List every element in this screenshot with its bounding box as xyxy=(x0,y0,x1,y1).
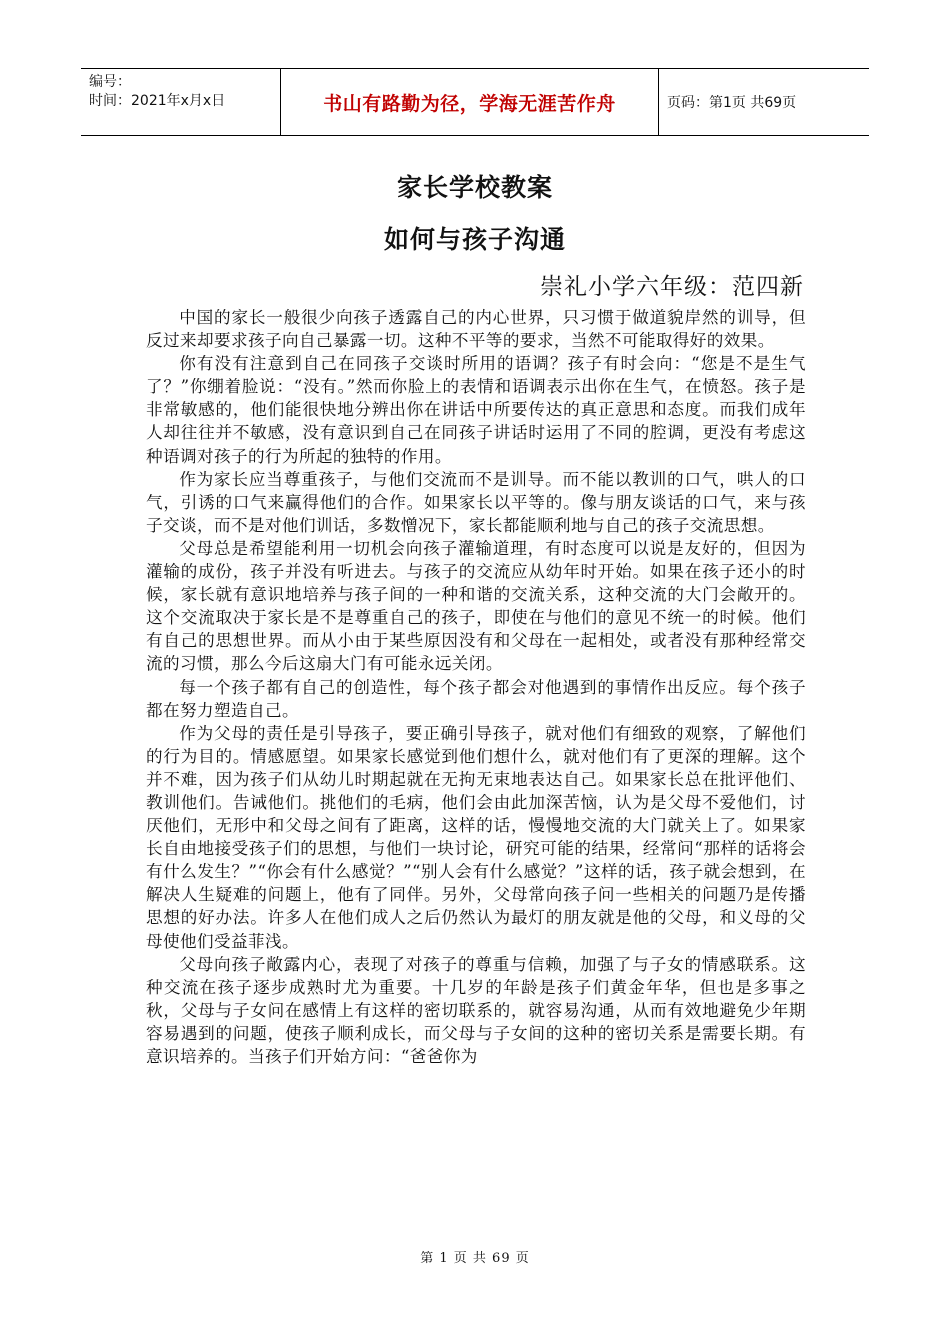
body-paragraph: 作为父母的责任是引导孩子，要正确引导孩子，就对他们有细致的观察，了解他们的行为目的。情感愿望。如果家长感觉到他们想什么，就对他们有了更深的理解。这个并不难，因为孩子们从幼儿时期起就在无拘无束地表达自己。如果家长总在批评他们、教训他们。告诫他们。挑他们的毛病，他们会由此加深苦恼，认为是父母不爱他们，讨厌他们，无形中和父母之间有了距离，这样的话，慢慢地交流的大门就关上了。如果家长自由地接受孩子们的思想，与他们一块讨论，研究可能的结果，经常问“那样的话将会有什么发生？”“你会有什么感觉？”“别人会有什么感觉？”这样的话，孩子就会想到，在解决人生疑难的问题上，他有了同伴。另外，父母常向孩子问一些相关的问题乃是传播思想的好办法。许多人在他们成人之后仍然认为最灯的朋友就是他的父母，和义母的父母使他们受益菲浅。 xyxy=(146,723,806,951)
document-title: 家长学校教案 xyxy=(396,173,553,202)
body-paragraph: 每一个孩子都有自己的创造性，每个孩子都会对他遇到的事情作出反应。每个孩子都在努力塑造自己。 xyxy=(146,677,806,720)
document-subtitle: 如何与孩子沟通 xyxy=(383,225,566,254)
header-page-info: 页码：第1页 共69页 xyxy=(667,95,797,111)
body-paragraph: 你有没有注意到自己在同孩子交谈时所用的语调？孩子有时会向：“您是不是生气了？”你绷着脸说：“没有。”然而你脸上的表情和语调表示出你在生气，在愤怒。孩子是非常敏感的，他们能很快地分辨出你在讲话中所要传达的真正意思和态度。而我们成年人却往往并不敏感，没有意识到自己在同孩子讲话时运用了不同的腔调，更没有考虑这种语调对孩子的行为所起的独特的作用。 xyxy=(146,354,806,466)
body-paragraph: 中国的家长一般很少向孩子透露自己的内心世界，只习惯于做道貌岸然的训导，但反过来却要求孩子向自己暴露一切。这种不平等的要求，当然不可能取得好的效果。 xyxy=(146,308,806,351)
body-paragraph: 作为家长应当尊重孩子，与他们交流而不是训导。而不能以教训的口气，哄人的口气，引诱的口气来赢得他们的合作。如果家长以平等的。像与朋友谈话的口气，来与孩子交谈，而不是对他们训话，多数憎况下，家长都能顺利地与自己的孩子交流思想。 xyxy=(146,469,806,535)
body-paragraph: 父母向孩子敞露内心，表现了对孩子的尊重与信赖，加强了与子女的情感联系。这种交流在孩子逐步成熟时尤为重要。十几岁的年龄是孩子们黄金年华，但也是多事之秋，父母与子女问在感情上有这样的密切联系的，就容易沟通，从而有效地避免少年期容易遇到的问题，使孩子顺利成长，而父母与子女间的这种的密切关系是需要长期。有意识培养的。当孩子们开始方问：“爸爸你为 xyxy=(146,954,806,1066)
header-motto: 书山有路勤为径，学海无涯苦作舟 xyxy=(281,69,659,135)
document-number-label: 编号： xyxy=(89,74,131,90)
document-body xyxy=(146,306,806,1068)
document-author: 崇礼小学六年级：范四新 xyxy=(540,274,804,300)
page-footer: 第 1 页 共 69 页 xyxy=(420,1251,530,1266)
page-header xyxy=(81,68,869,136)
header-meta xyxy=(81,69,281,135)
document-time-label: 时间：2021年x月x日 xyxy=(89,93,226,109)
body-paragraph: 父母总是希望能利用一切机会向孩子灌输道理，有时态度可以说是友好的，但因为灌输的成份，孩子并没有听进去。与孩子的交流应从幼年时开始。如果在孩子还小的时候，家长就有意识地培养与孩子间的一种和谐的交流关系，这种交流的大门会敞开的。这个交流取决于家长是不是尊重自己的孩子，即使在与他们的意见不统一的时候。他们有自己的思想世界。而从小由于某些原因没有和父母在一起相处，或者没有那种经常交流的习惯，那么今后这扇大门有可能永远关闭。 xyxy=(146,538,806,674)
